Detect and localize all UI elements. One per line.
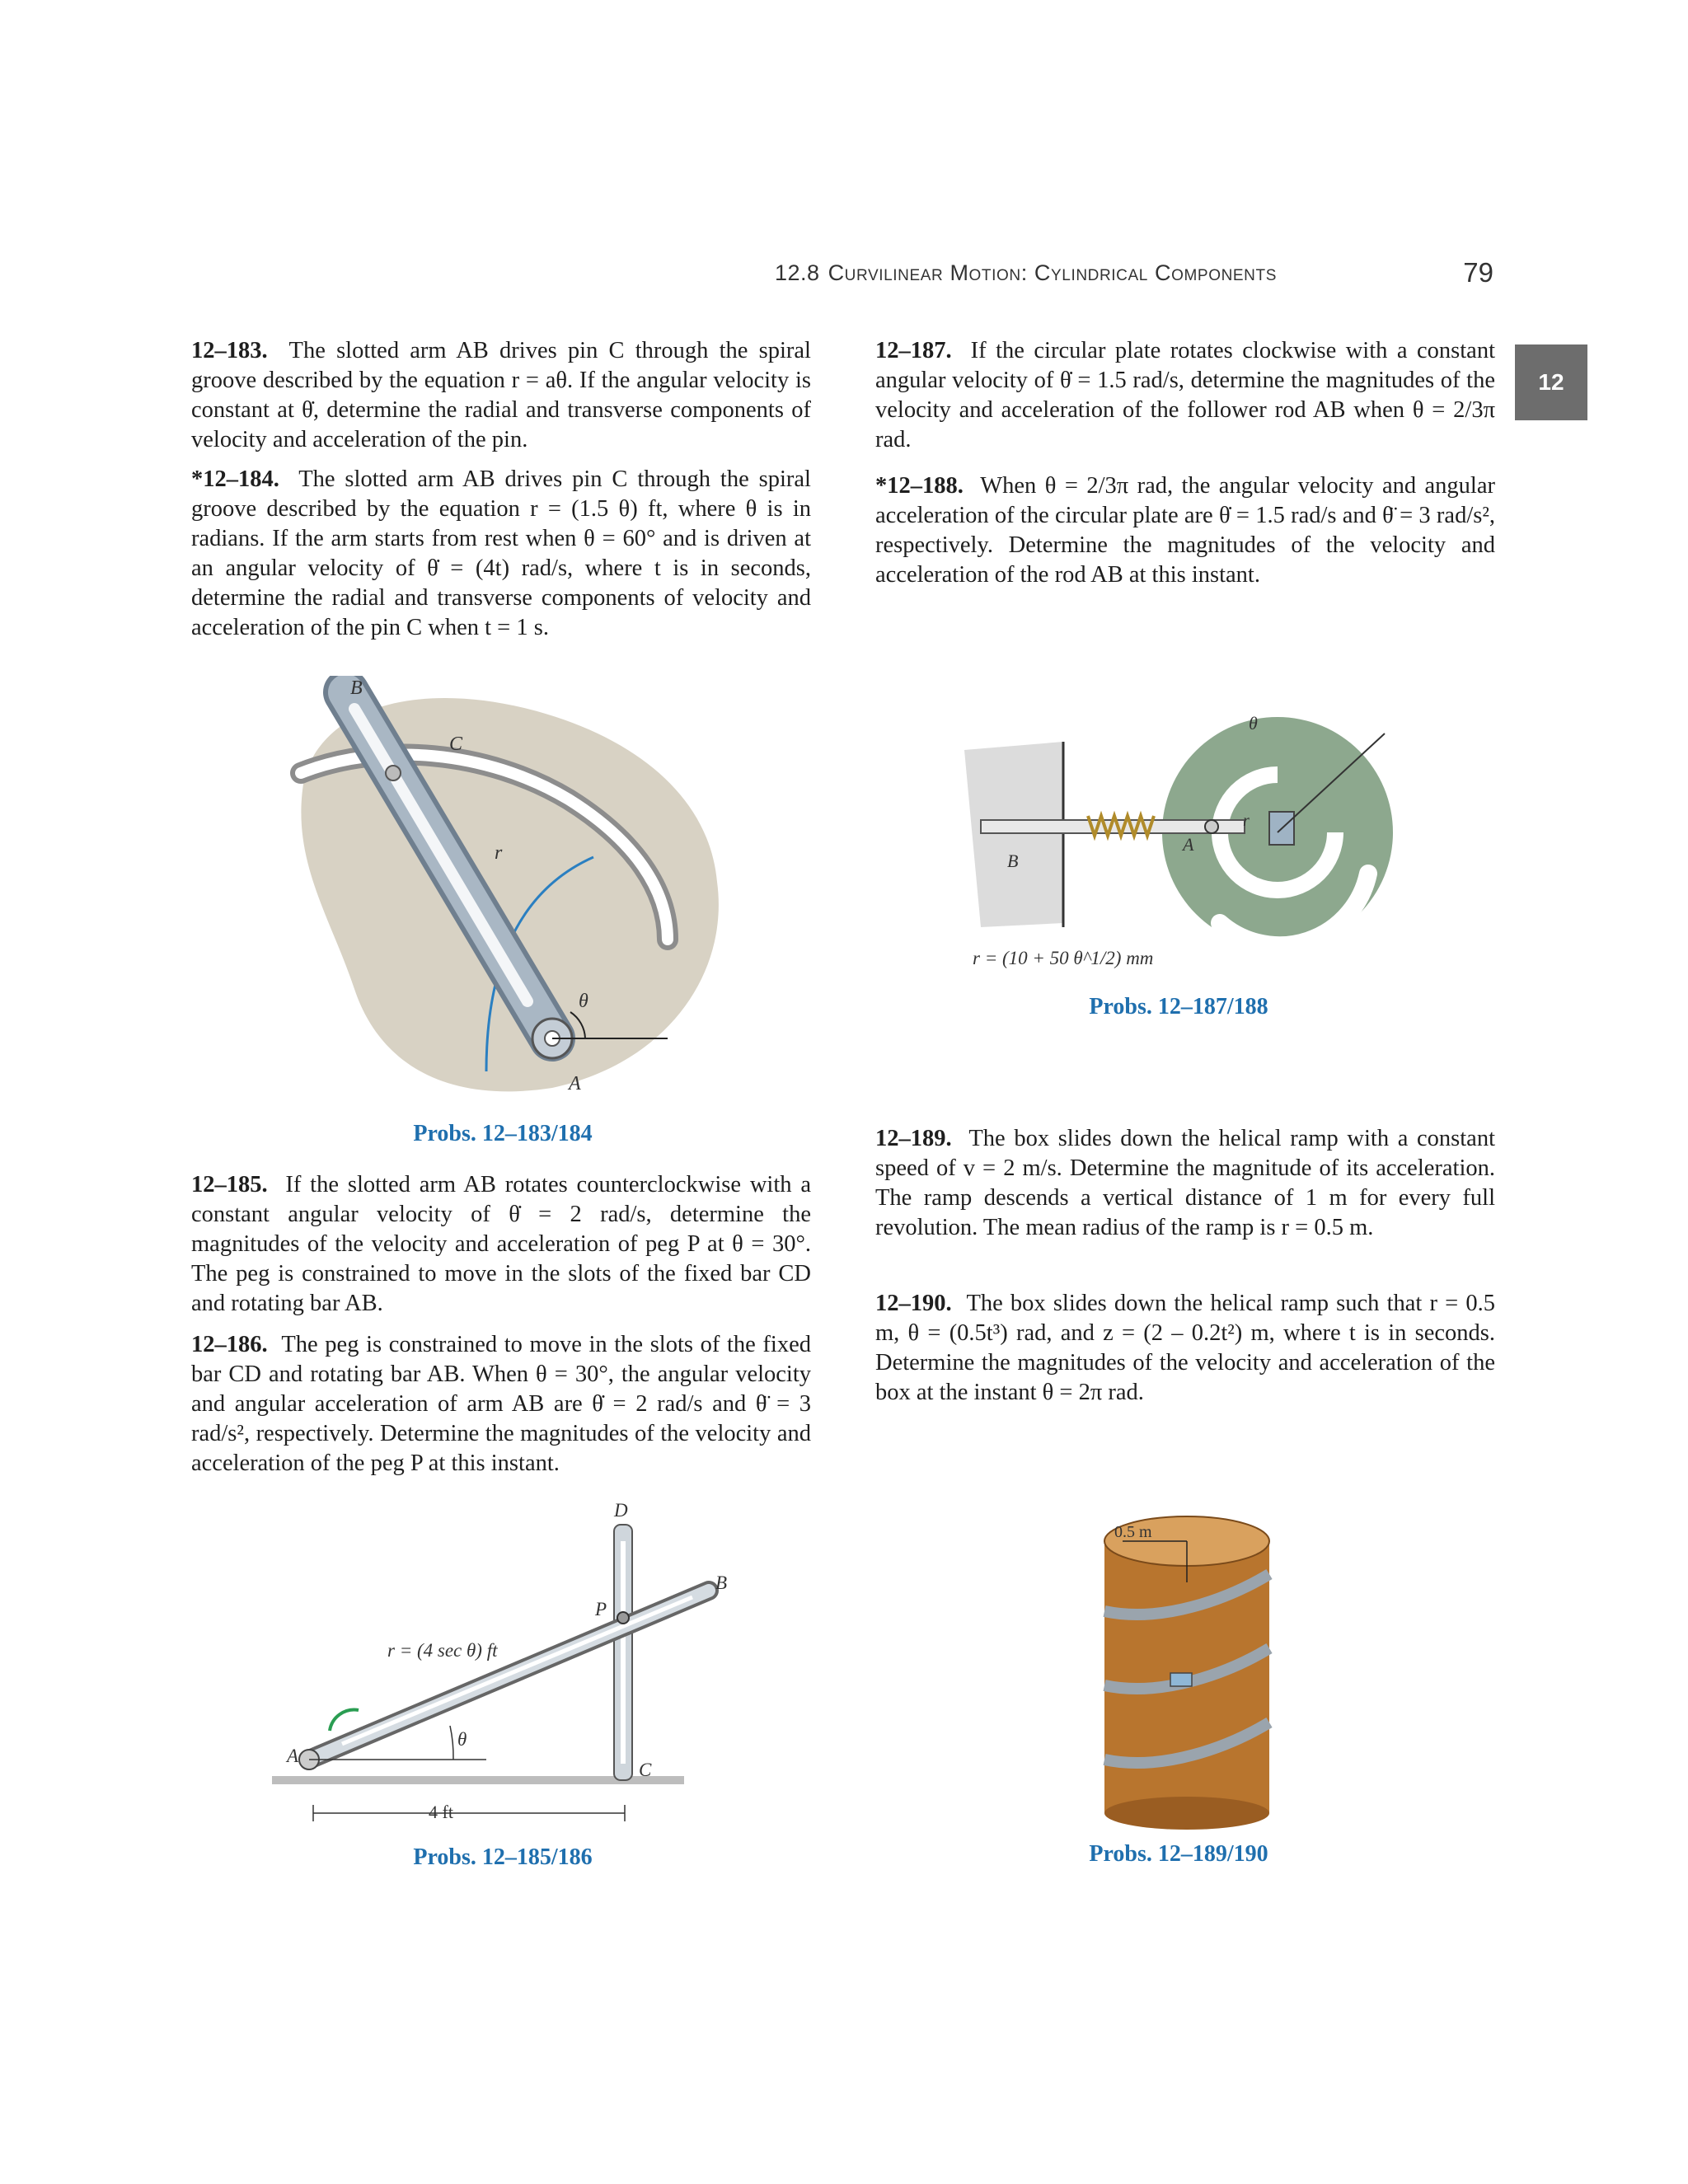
problem-number: 12–189. bbox=[875, 1126, 952, 1151]
problem-number: 12–185. bbox=[191, 1172, 268, 1197]
peg-p bbox=[617, 1612, 629, 1624]
problem-text: The box slides down the helical ramp such that r = 0.5 m, θ = (0.5t³) rad, and z = (2 – 0.2t²) m, where t is in seconds. Determine the magnitudes of the velocity and acceleration of the box at the instant θ = 2π rad. bbox=[875, 1291, 1495, 1405]
problem-text: The box slides down the helical ramp with a constant speed of v = 2 m/s. Determine the magnitude of its acceleration. The ramp descends a vertical distance of 1 m for every full revolution. The mean radius of the ramp is r = 0.5 m. bbox=[875, 1126, 1495, 1240]
label-r: r bbox=[1243, 812, 1250, 830]
label-theta: θ bbox=[457, 1729, 467, 1750]
equation-label: r = (10 + 50 θ^1/2) mm bbox=[973, 948, 1154, 968]
problem-12-189 bbox=[875, 1124, 1495, 1243]
problem-12-184 bbox=[191, 465, 811, 643]
problem-text: The slotted arm AB drives pin C through the spiral groove described by the equation r = (1.5 θ) ft, where θ is in radians. If the arm starts from rest when θ = 60° and is driven at an angular velocity of θ̇ = (4t) rad/s, where t is in seconds, determine the radial and transverse components of velocity and acceleration of the pin C when t = 1 s. bbox=[191, 466, 811, 640]
page-number: 79 bbox=[1463, 257, 1493, 288]
problem-12-185 bbox=[191, 1170, 811, 1319]
label-b: B bbox=[1007, 851, 1019, 871]
problem-number: 12–183. bbox=[191, 338, 268, 363]
figure-caption: Probs. 12–187/188 bbox=[1089, 994, 1268, 1019]
label-theta: θ bbox=[579, 991, 588, 1012]
figure-caption: Probs. 12–189/190 bbox=[1089, 1841, 1268, 1867]
label-p: P bbox=[595, 1599, 607, 1619]
equation-label: r = (4 sec θ) ft bbox=[387, 1640, 498, 1661]
problem-number: 12–190. bbox=[875, 1291, 952, 1316]
figure-circular-plate bbox=[956, 709, 1434, 989]
problem-number: 12–186. bbox=[191, 1332, 268, 1357]
label-b: B bbox=[350, 677, 363, 699]
figure-rotating-bar bbox=[264, 1492, 775, 1838]
problem-12-186 bbox=[191, 1330, 811, 1479]
problem-number: 12–187. bbox=[875, 338, 952, 363]
section-title: Curvilinear Motion: Cylindrical Components bbox=[828, 260, 1277, 285]
problem-number: *12–188. bbox=[875, 473, 964, 499]
problem-number: *12–184. bbox=[191, 466, 279, 492]
dimension-label: 4 ft bbox=[429, 1802, 453, 1822]
problem-text: When θ = 2/3π rad, the angular velocity and angular acceleration of the circular plate are θ̇ = 1.5 rad/s and θ̈ = 3 rad/s², respectively. Determine the magnitudes of the velocity and acceleration of the rod AB at this instant. bbox=[875, 473, 1495, 588]
rotation-arrow bbox=[330, 1710, 359, 1731]
section-heading bbox=[775, 260, 1277, 286]
label-a: A bbox=[287, 1746, 299, 1766]
label-b: B bbox=[715, 1572, 728, 1593]
box bbox=[1170, 1673, 1192, 1686]
problem-text: If the slotted arm AB rotates counterclockwise with a constant angular velocity of θ̇ = 2 rad/s, determine the magnitudes of the velocity and acceleration of peg P at θ = 30°. The peg is constrained to move in the slots of the fixed bar CD and rotating bar AB. bbox=[191, 1172, 812, 1316]
figure-helical-ramp bbox=[1088, 1508, 1302, 1838]
problem-12-188 bbox=[875, 471, 1495, 590]
problem-12-190 bbox=[875, 1289, 1495, 1408]
section-number: 12.8 bbox=[775, 260, 820, 285]
figure-caption: Probs. 12–185/186 bbox=[413, 1844, 593, 1870]
label-r: r bbox=[495, 842, 503, 864]
label-c: C bbox=[639, 1760, 652, 1780]
problem-12-183 bbox=[191, 336, 811, 455]
label-a: A bbox=[1183, 834, 1194, 855]
problem-text: If the circular plate rotates clockwise with a constant angular velocity of θ̇ = 1.5 rad/s, determine the magnitudes of the velocity and acceleration of the follower rod AB when θ = 2/3π rad. bbox=[875, 338, 1495, 452]
label-c: C bbox=[449, 733, 463, 755]
problem-12-187 bbox=[875, 336, 1495, 455]
figure-caption: Probs. 12–183/184 bbox=[413, 1121, 593, 1146]
figure-slotted-arm-spiral bbox=[280, 676, 742, 1104]
label-d: D bbox=[614, 1500, 628, 1521]
problem-text: The peg is constrained to move in the slots of the fixed bar CD and rotating bar AB. When θ = 30°, the angular velocity and angular acceleration of arm AB are θ̇ = 2 rad/s and θ̈ = 3 rad/s², respectively. Determine the magnitudes of the velocity and acceleration of the peg P at this instant. bbox=[191, 1332, 811, 1476]
running-header bbox=[775, 257, 1500, 293]
chapter-tab: 12 bbox=[1515, 344, 1587, 420]
label-a: A bbox=[569, 1073, 581, 1094]
radius-label: 0.5 m bbox=[1114, 1523, 1152, 1541]
wall bbox=[964, 742, 1063, 927]
problem-text: The slotted arm AB drives pin C through the spiral groove described by the equation r = aθ. If the angular velocity is constant at θ̇, determine the radial and transverse components of velocity and acceleration of the pin. bbox=[191, 338, 811, 452]
label-theta: θ bbox=[1249, 713, 1258, 733]
pin-c bbox=[386, 766, 401, 780]
